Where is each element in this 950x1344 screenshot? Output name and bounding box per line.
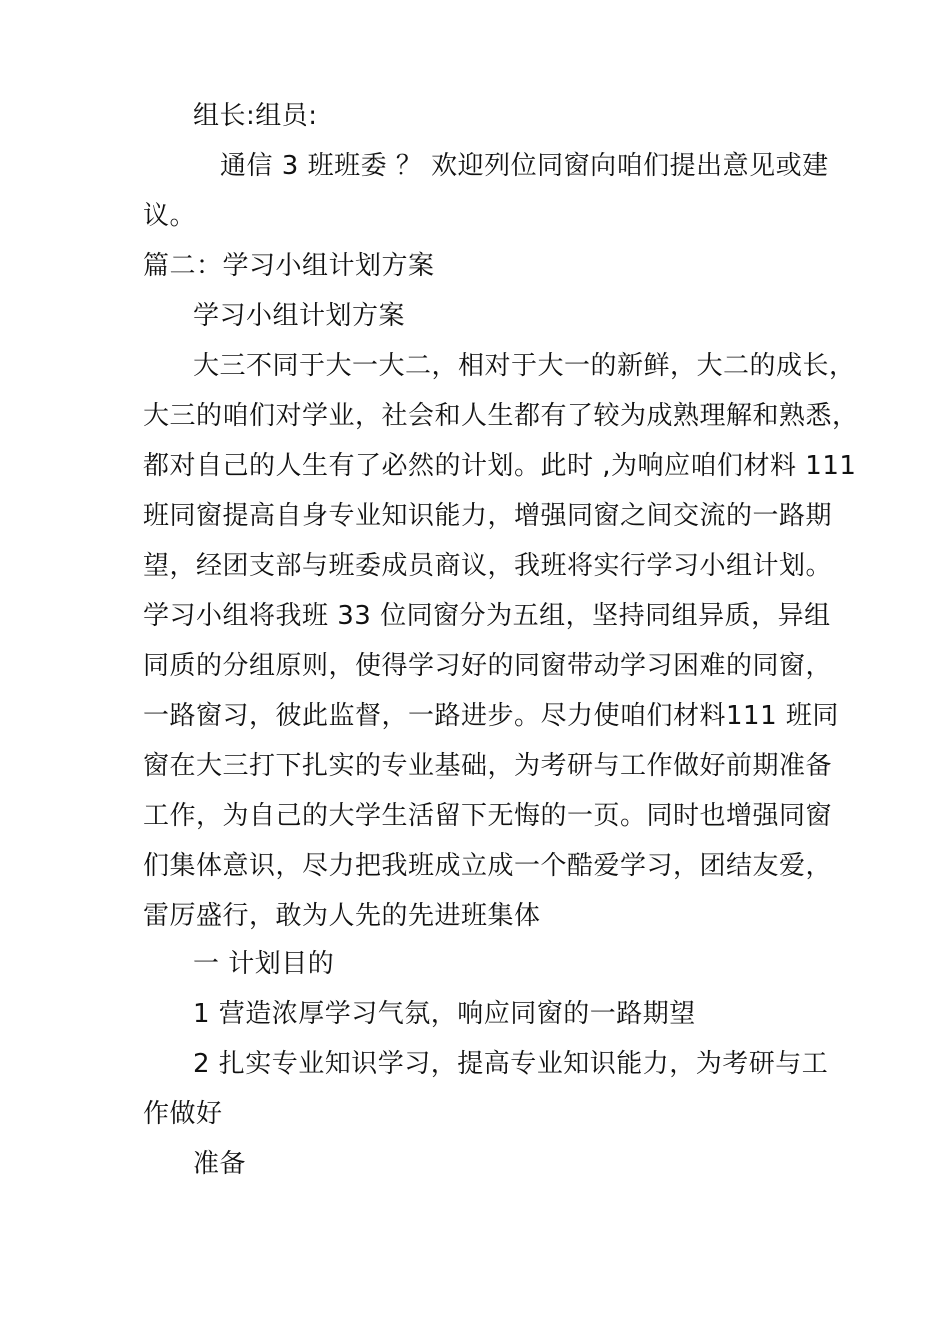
text-line: 大三的咱们对学业，社会和人生都有了较为成熟理解和熟悉， — [143, 401, 859, 431]
text-line: 班同窗提高自身专业知识能力，增强同窗之间交流的一路期 — [143, 501, 833, 531]
text-line: 同质的分组原则，使得学习好的同窗带动学习困难的同窗， — [143, 651, 833, 681]
text-line: 窗在大三打下扎实的专业基础，为考研与工作做好前期准备 — [143, 751, 833, 781]
text-line: 组长:组员: — [193, 101, 318, 131]
text-line: 望，经团支部与班委成员商议，我班将实行学习小组计划。 — [143, 551, 833, 581]
text-line: 工作，为自己的大学生活留下无悔的一页。同时也增强同窗 — [143, 801, 833, 831]
text-line: 学习小组将我班 33 位同窗分为五组，坚持同组异质，异组 — [143, 601, 831, 631]
text-line: 雷厉盛行，敢为人先的先进班集体 — [143, 901, 541, 931]
list-item: 1 营造浓厚学习气氛，响应同窗的一路期望 — [193, 999, 696, 1029]
text-line: 大三不同于大一大二，相对于大一的新鲜，大二的成长， — [193, 351, 856, 381]
text-line: 作做好 — [143, 1099, 223, 1129]
list-item: 2 扎实专业知识学习，提高专业知识能力，为考研与工 — [193, 1049, 829, 1079]
text-line: 们集体意识，尽力把我班成立成一个酷爱学习，团结友爱， — [143, 851, 833, 881]
text-line: 准备 — [193, 1149, 247, 1179]
list-heading: 一 计划目的 — [193, 949, 335, 979]
text-line: 议。 — [143, 201, 197, 231]
text-line: 都对自己的人生有了必然的计划。此时 ,为响应咱们材料 111 — [143, 451, 857, 481]
section-heading: 篇二：学习小组计划方案 — [143, 251, 435, 281]
text-line: 通信 3 班班委 ？ 欢迎列位同窗向咱们提出意见或建 — [220, 151, 829, 181]
text-line: 一路窗习，彼此监督，一路进步。尽力使咱们材料111 班同 — [143, 701, 839, 731]
section-title: 学习小组计划方案 — [193, 301, 406, 331]
